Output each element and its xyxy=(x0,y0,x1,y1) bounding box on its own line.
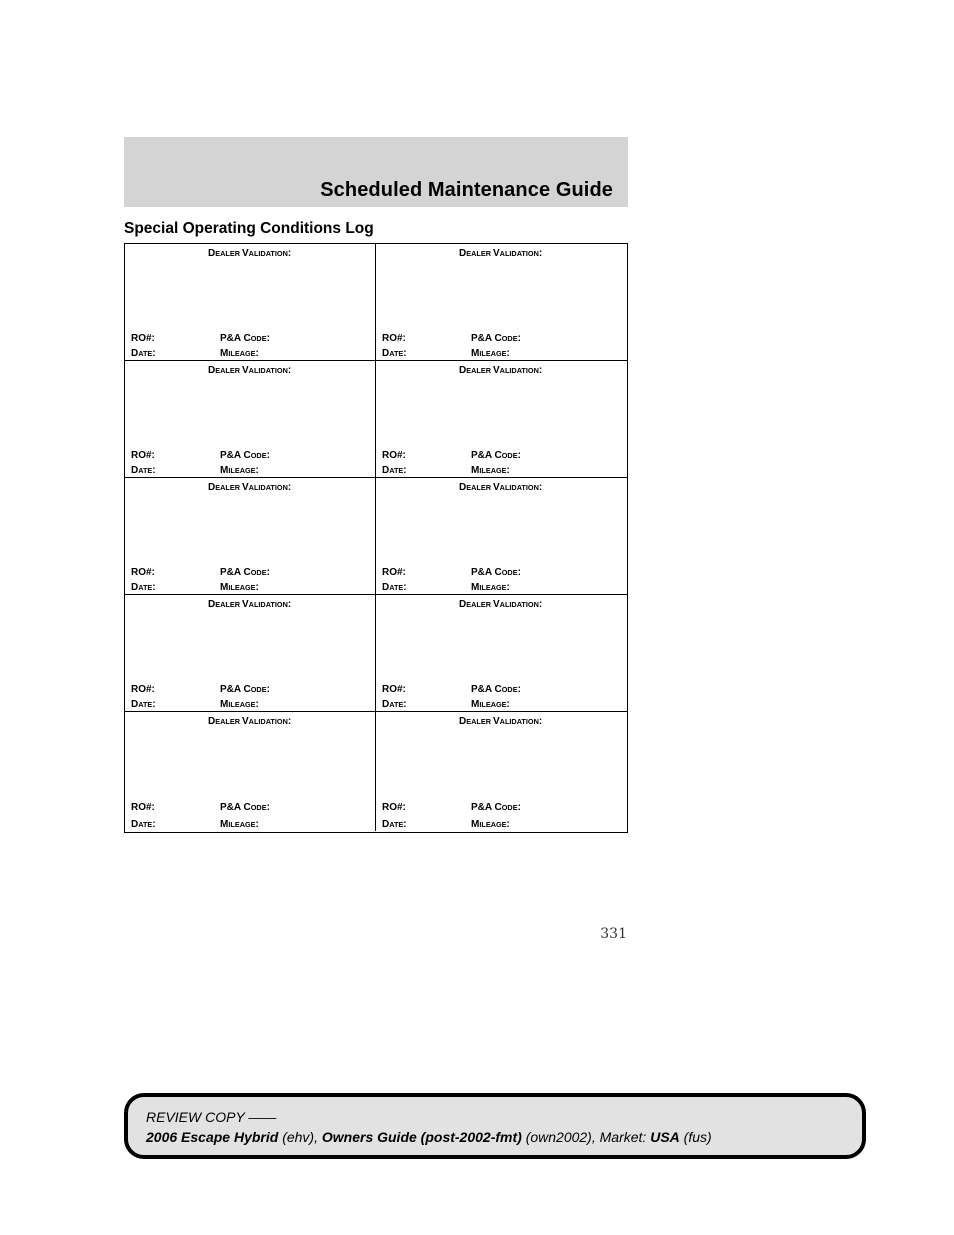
log-row xyxy=(125,361,627,478)
pa-code-label: P&A CODE: xyxy=(220,333,270,344)
log-entry xyxy=(376,712,627,831)
log-entry xyxy=(376,361,627,477)
market-code: (fus) xyxy=(683,1129,712,1145)
page-number: 331 xyxy=(600,926,627,942)
log-row xyxy=(125,478,627,595)
mileage-label: MILEAGE: xyxy=(471,348,510,359)
ro-number-label: RO#: xyxy=(131,450,155,461)
mileage-label: MILEAGE: xyxy=(220,819,259,830)
log-entry xyxy=(125,595,376,711)
ro-number-label: RO#: xyxy=(131,567,155,578)
log-entry xyxy=(125,712,376,831)
mileage-label: MILEAGE: xyxy=(220,699,259,710)
mileage-label: MILEAGE: xyxy=(220,582,259,593)
date-label: DATE: xyxy=(131,819,156,830)
log-entry xyxy=(376,478,627,594)
dealer-validation-label: DEALER VALIDATION: xyxy=(459,365,543,376)
pa-code-label: P&A CODE: xyxy=(220,802,270,813)
dealer-validation-label: DEALER VALIDATION: xyxy=(208,365,292,376)
dealer-validation-label: DEALER VALIDATION: xyxy=(208,482,292,493)
pa-code-label: P&A CODE: xyxy=(471,802,521,813)
model-code: (ehv) xyxy=(282,1129,315,1145)
mileage-label: MILEAGE: xyxy=(220,465,259,476)
ro-number-label: RO#: xyxy=(382,450,406,461)
ro-number-label: RO#: xyxy=(382,567,406,578)
pa-code-label: P&A CODE: xyxy=(471,684,521,695)
market-name: USA xyxy=(650,1129,680,1145)
pa-code-label: P&A CODE: xyxy=(471,450,521,461)
market-label: Market: xyxy=(599,1129,647,1145)
mileage-label: MILEAGE: xyxy=(471,819,510,830)
pa-code-label: P&A CODE: xyxy=(471,567,521,578)
page-title: Scheduled Maintenance Guide xyxy=(320,179,613,201)
ro-number-label: RO#: xyxy=(131,802,155,813)
log-row xyxy=(125,244,627,361)
dealer-validation-label: DEALER VALIDATION: xyxy=(459,716,543,727)
header-band xyxy=(124,137,628,207)
mileage-label: MILEAGE: xyxy=(471,582,510,593)
date-label: DATE: xyxy=(382,582,407,593)
log-row xyxy=(125,712,627,831)
date-label: DATE: xyxy=(382,699,407,710)
review-copy-details: 2006 Escape Hybrid (ehv), Owners Guide (post-2002-fmt) (own2002), Market: USA (fus) xyxy=(146,1129,712,1145)
log-entry xyxy=(376,244,627,360)
section-title: Special Operating Conditions Log xyxy=(124,220,374,237)
log-entry xyxy=(125,244,376,360)
date-label: DATE: xyxy=(131,582,156,593)
maintenance-log-grid xyxy=(124,243,628,833)
mileage-label: MILEAGE: xyxy=(220,348,259,359)
date-label: DATE: xyxy=(131,699,156,710)
ro-number-label: RO#: xyxy=(131,333,155,344)
model-name: 2006 Escape Hybrid xyxy=(146,1129,279,1145)
dealer-validation-label: DEALER VALIDATION: xyxy=(459,248,543,259)
dealer-validation-label: DEALER VALIDATION: xyxy=(459,599,543,610)
ro-number-label: RO#: xyxy=(131,684,155,695)
dealer-validation-label: DEALER VALIDATION: xyxy=(208,716,292,727)
pa-code-label: P&A CODE: xyxy=(220,567,270,578)
ro-number-label: RO#: xyxy=(382,333,406,344)
review-copy-banner xyxy=(124,1093,866,1159)
pa-code-label: P&A CODE: xyxy=(220,684,270,695)
date-label: DATE: xyxy=(382,819,407,830)
dealer-validation-label: DEALER VALIDATION: xyxy=(208,599,292,610)
log-entry xyxy=(125,478,376,594)
guide-code: (own2002) xyxy=(525,1129,592,1145)
mileage-label: MILEAGE: xyxy=(471,699,510,710)
date-label: DATE: xyxy=(382,465,407,476)
log-entry xyxy=(125,361,376,477)
date-label: DATE: xyxy=(131,348,156,359)
mileage-label: MILEAGE: xyxy=(471,465,510,476)
dealer-validation-label: DEALER VALIDATION: xyxy=(208,248,292,259)
log-entry xyxy=(376,595,627,711)
review-copy-label: REVIEW COPY —— xyxy=(146,1109,277,1125)
pa-code-label: P&A CODE: xyxy=(220,450,270,461)
log-row xyxy=(125,595,627,712)
guide-name: Owners Guide (post-2002-fmt) xyxy=(321,1129,522,1145)
dealer-validation-label: DEALER VALIDATION: xyxy=(459,482,543,493)
date-label: DATE: xyxy=(131,465,156,476)
ro-number-label: RO#: xyxy=(382,802,406,813)
pa-code-label: P&A CODE: xyxy=(471,333,521,344)
date-label: DATE: xyxy=(382,348,407,359)
ro-number-label: RO#: xyxy=(382,684,406,695)
